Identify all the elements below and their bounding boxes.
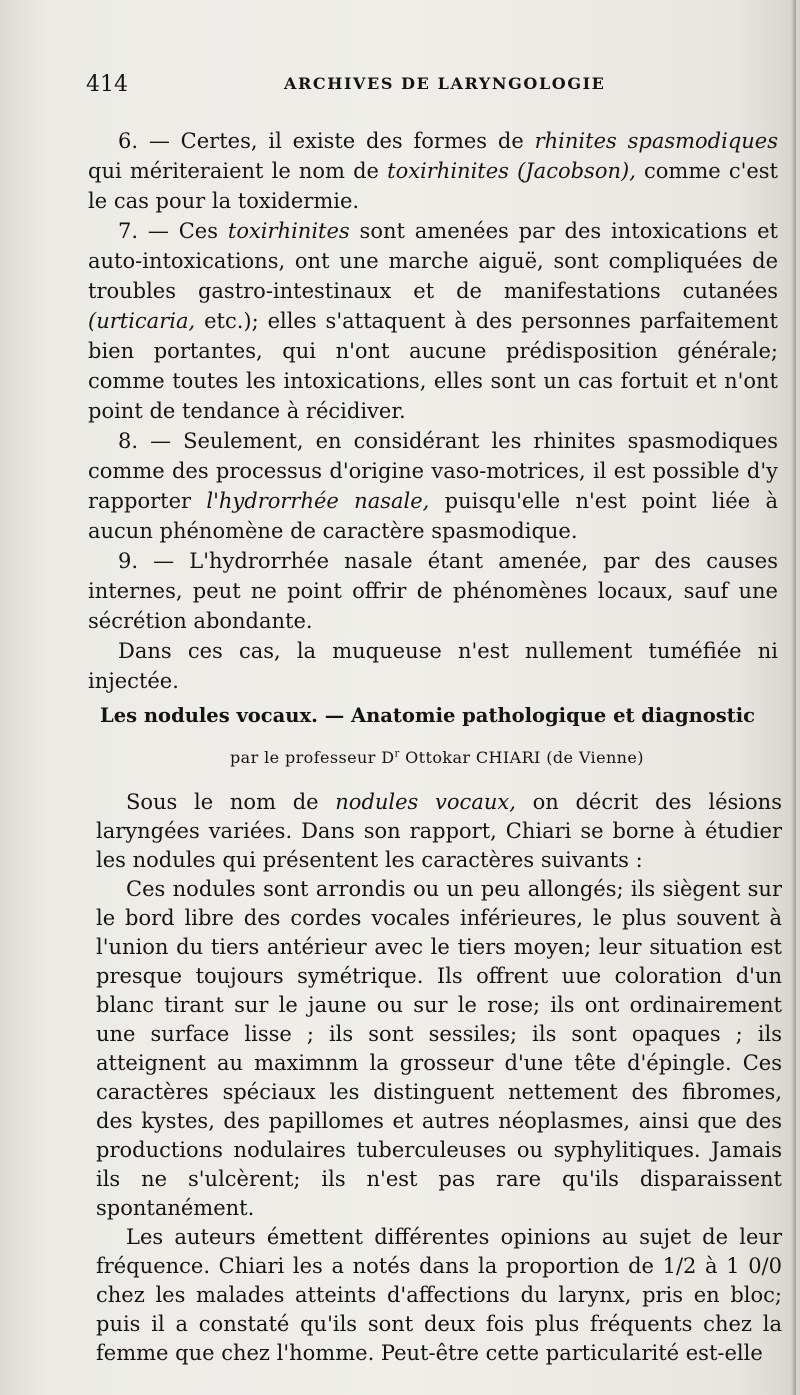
paragraph-8	[88, 426, 778, 546]
text-run: 8. — Seulement, en considérant les rhinites spasmodiques comme des processus d'origine vaso-motrices, il est possible d'y rapporter	[88, 429, 778, 513]
text-run: qui mériteraient le nom de	[88, 159, 388, 183]
text-run: comme c'est le cas pour la toxidermie.	[88, 159, 778, 213]
article-paragraph-2: Ces nodules sont arrondis ou un peu allongés; ils siègent sur le bord libre des cordes vocales inférieures, le plus souvent à l'union du tiers antérieur avec le tiers moyen; leur situation est presque toujours symétrique. Ils offrent uue coloration d'un blanc tirant sur le jaune ou sur le rose; ils ont ordinairement une surface lisse ; ils sont sessiles; ils sont opaques ; ils atteignent au maximnm la grosseur d'une tête d'épingle. Ces caractères spéciaux les distinguent nettement des fibromes, des kystes, des papillomes et autres néoplasmes, ainsi que des productions nodulaires tuberculeuses ou syphylitiques. Jamais ils ne s'ulcèrent; ils n'est pas rare qu'ils disparaissent spontanément.	[96, 877, 782, 1220]
text-run-italic: (urticaria,	[88, 309, 196, 333]
page-number: 414	[86, 72, 128, 97]
text-run-italic: toxirhinites	[227, 219, 350, 243]
text-run-italic: rhinites spasmodiques	[534, 129, 778, 153]
article-title: Les nodules vocaux. — Anatomie pathologique et diagnostic	[100, 704, 756, 727]
byline-text: par le professeur D	[230, 748, 395, 767]
text-run: etc.); elles s'attaquent à des personnes parfaitement bien portantes, qui n'ont aucune prédisposition générale; comme toutes les intoxications, elles sont un cas fortuit et n'ont point de tendance à récidiver.	[88, 309, 778, 423]
paragraph-10: Dans ces cas, la muqueuse n'est nullement tuméfiée ni injectée.	[88, 639, 778, 693]
article-paragraph-1	[96, 788, 782, 875]
paragraph-7	[88, 216, 778, 426]
article-body	[96, 788, 782, 1368]
text-run-italic: nodules vocaux,	[335, 790, 516, 814]
text-run-italic: l'hydrorrhée nasale,	[206, 489, 430, 513]
text-run: puisqu'elle n'est point liée à aucun phénomène de caractère spasmodique.	[88, 489, 778, 543]
text-run: Sous le nom de	[126, 790, 336, 814]
text-run: 6. — Certes, il existe des formes de	[118, 129, 535, 153]
text-run-italic: toxirhinites (Jacobson),	[387, 159, 636, 183]
page-edge-shadow	[791, 0, 796, 1395]
paragraph-9: 9. — L'hydrorrhée nasale étant amenée, par des causes internes, peut ne point offrir de phénomènes locaux, sauf une sécrétion abondante.	[88, 549, 778, 633]
text-run: sont amenées par des intoxications et auto-intoxications, ont une marche aiguë, sont compliquées de troubles gastro-intestinaux et de manifestations cutanées	[88, 219, 778, 303]
section-numbered-points	[88, 126, 778, 696]
byline-sup: r	[394, 748, 400, 760]
text-run: on décrit des lésions laryngées variées. Dans son rapport, Chiari se borne à étudier les nodules qui présentent les caractères suivants :	[96, 790, 782, 872]
paragraph-6	[88, 126, 778, 216]
text-run: 7. — Ces	[118, 219, 228, 243]
page-header	[86, 72, 776, 108]
article-paragraph-3: Les auteurs émettent différentes opinions au sujet de leur fréquence. Chiari les a notés dans la proportion de 1/2 à 1 0/0 chez les malades atteints d'affections du larynx, pris en bloc; puis il a constaté qu'ils sont deux fois plus fréquents chez la femme que chez l'homme. Peut-être cette particularité est-elle	[96, 1225, 782, 1365]
running-head: ARCHIVES DE LARYNGOLOGIE	[284, 74, 606, 93]
article-byline	[230, 748, 644, 767]
byline-text: Ottokar CHIARI (de Vienne)	[399, 748, 644, 767]
